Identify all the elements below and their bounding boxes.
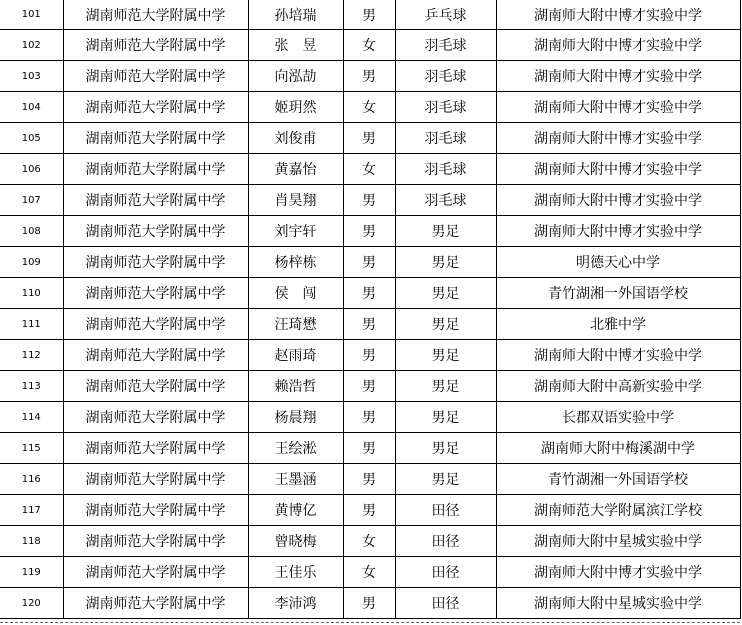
table-row (0, 557, 740, 588)
row-number-cell: 114 (0, 402, 63, 433)
table-row (0, 402, 740, 433)
student-gender-cell: 男 (343, 216, 395, 247)
sport-event-cell: 男足 (395, 247, 496, 278)
school-name-cell: 湖南师范大学附属中学 (63, 123, 248, 154)
table-row (0, 371, 740, 402)
student-name-cell: 侯 闯 (248, 278, 343, 309)
student-gender-cell: 男 (343, 247, 395, 278)
table-row (0, 61, 740, 92)
row-number-cell: 120 (0, 588, 63, 619)
student-name-cell: 王墨涵 (248, 464, 343, 495)
origin-school-cell: 湖南师大附中博才实验中学 (496, 216, 740, 247)
student-name-cell: 黄博亿 (248, 495, 343, 526)
student-gender-cell: 男 (343, 123, 395, 154)
sport-event-cell: 男足 (395, 340, 496, 371)
sport-event-cell: 男足 (395, 433, 496, 464)
student-gender-cell: 男 (343, 340, 395, 371)
student-name-cell: 杨梓栋 (248, 247, 343, 278)
student-gender-cell: 男 (343, 495, 395, 526)
student-gender-cell: 男 (343, 464, 395, 495)
row-number-cell: 110 (0, 278, 63, 309)
row-number-cell: 101 (0, 0, 63, 30)
table-row (0, 247, 740, 278)
origin-school-cell: 湖南师大附中星城实验中学 (496, 588, 740, 619)
student-name-cell: 李沛鸿 (248, 588, 343, 619)
student-gender-cell: 男 (343, 371, 395, 402)
school-name-cell: 湖南师范大学附属中学 (63, 216, 248, 247)
student-name-cell: 汪琦懋 (248, 309, 343, 340)
school-name-cell: 湖南师范大学附属中学 (63, 185, 248, 216)
row-number-cell: 111 (0, 309, 63, 340)
school-name-cell: 湖南师范大学附属中学 (63, 433, 248, 464)
origin-school-cell: 青竹湖湘一外国语学校 (496, 278, 740, 309)
sport-event-cell: 男足 (395, 309, 496, 340)
student-gender-cell: 女 (343, 92, 395, 123)
origin-school-cell: 湖南师范大学附属滨江学校 (496, 495, 740, 526)
student-name-cell: 黄嘉怡 (248, 154, 343, 185)
row-number-cell: 108 (0, 216, 63, 247)
table-row (0, 278, 740, 309)
origin-school-cell: 湖南师大附中星城实验中学 (496, 526, 740, 557)
student-gender-cell: 女 (343, 557, 395, 588)
table-row (0, 495, 740, 526)
student-name-cell: 姬玥然 (248, 92, 343, 123)
origin-school-cell: 湖南师大附中博才实验中学 (496, 123, 740, 154)
student-gender-cell: 男 (343, 0, 395, 30)
row-number-cell: 116 (0, 464, 63, 495)
student-name-cell: 肖昊翔 (248, 185, 343, 216)
sport-event-cell: 羽毛球 (395, 154, 496, 185)
origin-school-cell: 湖南师大附中高新实验中学 (496, 371, 740, 402)
school-name-cell: 湖南师范大学附属中学 (63, 588, 248, 619)
table-row (0, 433, 740, 464)
student-name-cell: 刘俊甫 (248, 123, 343, 154)
sport-event-cell: 田径 (395, 557, 496, 588)
sport-event-cell: 乒乓球 (395, 0, 496, 30)
table-row (0, 526, 740, 557)
student-gender-cell: 男 (343, 278, 395, 309)
row-number-cell: 102 (0, 30, 63, 61)
row-number-cell: 104 (0, 92, 63, 123)
origin-school-cell: 湖南师大附中博才实验中学 (496, 30, 740, 61)
row-number-cell: 105 (0, 123, 63, 154)
row-number-cell: 109 (0, 247, 63, 278)
table-row (0, 154, 740, 185)
table-row (0, 340, 740, 371)
student-gender-cell: 男 (343, 185, 395, 216)
school-name-cell: 湖南师范大学附属中学 (63, 309, 248, 340)
row-number-cell: 103 (0, 61, 63, 92)
student-gender-cell: 男 (343, 61, 395, 92)
student-name-cell: 向泓劼 (248, 61, 343, 92)
student-name-cell: 刘宇轩 (248, 216, 343, 247)
origin-school-cell: 北雅中学 (496, 309, 740, 340)
row-number-cell: 107 (0, 185, 63, 216)
school-name-cell: 湖南师范大学附属中学 (63, 154, 248, 185)
origin-school-cell: 明德天心中学 (496, 247, 740, 278)
origin-school-cell: 湖南师大附中梅溪湖中学 (496, 433, 740, 464)
origin-school-cell: 湖南师大附中博才实验中学 (496, 557, 740, 588)
table-row (0, 185, 740, 216)
table-row (0, 216, 740, 247)
student-name-cell: 杨晨翔 (248, 402, 343, 433)
student-gender-cell: 女 (343, 154, 395, 185)
row-number-cell: 115 (0, 433, 63, 464)
school-name-cell: 湖南师范大学附属中学 (63, 464, 248, 495)
student-name-cell: 张 昱 (248, 30, 343, 61)
student-name-cell: 赵雨琦 (248, 340, 343, 371)
school-name-cell: 湖南师范大学附属中学 (63, 371, 248, 402)
school-name-cell: 湖南师范大学附属中学 (63, 61, 248, 92)
table-row (0, 92, 740, 123)
student-name-cell: 王佳乐 (248, 557, 343, 588)
origin-school-cell: 湖南师大附中博才实验中学 (496, 340, 740, 371)
school-name-cell: 湖南师范大学附属中学 (63, 340, 248, 371)
page-bottom-divider (0, 622, 740, 623)
sport-event-cell: 男足 (395, 402, 496, 433)
sport-event-cell: 羽毛球 (395, 61, 496, 92)
school-name-cell: 湖南师范大学附属中学 (63, 92, 248, 123)
student-gender-cell: 男 (343, 433, 395, 464)
sport-event-cell: 羽毛球 (395, 92, 496, 123)
student-gender-cell: 女 (343, 526, 395, 557)
school-name-cell: 湖南师范大学附属中学 (63, 557, 248, 588)
origin-school-cell: 长郡双语实验中学 (496, 402, 740, 433)
sport-event-cell: 羽毛球 (395, 30, 496, 61)
sport-event-cell: 田径 (395, 526, 496, 557)
school-name-cell: 湖南师范大学附属中学 (63, 278, 248, 309)
student-name-cell: 孙培瑞 (248, 0, 343, 30)
origin-school-cell: 青竹湖湘一外国语学校 (496, 464, 740, 495)
table-row (0, 0, 740, 30)
student-gender-cell: 男 (343, 309, 395, 340)
sport-event-cell: 田径 (395, 588, 496, 619)
sport-event-cell: 羽毛球 (395, 123, 496, 154)
table-row (0, 464, 740, 495)
sport-event-cell: 男足 (395, 371, 496, 402)
table-row (0, 123, 740, 154)
table-row (0, 30, 740, 61)
row-number-cell: 119 (0, 557, 63, 588)
student-gender-cell: 男 (343, 402, 395, 433)
school-name-cell: 湖南师范大学附属中学 (63, 402, 248, 433)
sport-event-cell: 羽毛球 (395, 185, 496, 216)
sport-event-cell: 男足 (395, 216, 496, 247)
origin-school-cell: 湖南师大附中博才实验中学 (496, 61, 740, 92)
student-name-cell: 王绘淞 (248, 433, 343, 464)
school-name-cell: 湖南师范大学附属中学 (63, 30, 248, 61)
student-gender-cell: 男 (343, 588, 395, 619)
sport-event-cell: 男足 (395, 464, 496, 495)
row-number-cell: 113 (0, 371, 63, 402)
row-number-cell: 106 (0, 154, 63, 185)
table-row (0, 588, 740, 619)
row-number-cell: 112 (0, 340, 63, 371)
student-name-cell: 曾晓梅 (248, 526, 343, 557)
school-name-cell: 湖南师范大学附属中学 (63, 526, 248, 557)
student-name-cell: 赖浩哲 (248, 371, 343, 402)
row-number-cell: 117 (0, 495, 63, 526)
school-name-cell: 湖南师范大学附属中学 (63, 247, 248, 278)
origin-school-cell: 湖南师大附中博才实验中学 (496, 154, 740, 185)
origin-school-cell: 湖南师大附中博才实验中学 (496, 92, 740, 123)
row-number-cell: 118 (0, 526, 63, 557)
student-gender-cell: 女 (343, 30, 395, 61)
origin-school-cell: 湖南师大附中博才实验中学 (496, 0, 740, 30)
table-row (0, 309, 740, 340)
origin-school-cell: 湖南师大附中博才实验中学 (496, 185, 740, 216)
school-name-cell: 湖南师范大学附属中学 (63, 495, 248, 526)
sport-event-cell: 男足 (395, 278, 496, 309)
sport-event-cell: 田径 (395, 495, 496, 526)
school-name-cell: 湖南师范大学附属中学 (63, 0, 248, 30)
